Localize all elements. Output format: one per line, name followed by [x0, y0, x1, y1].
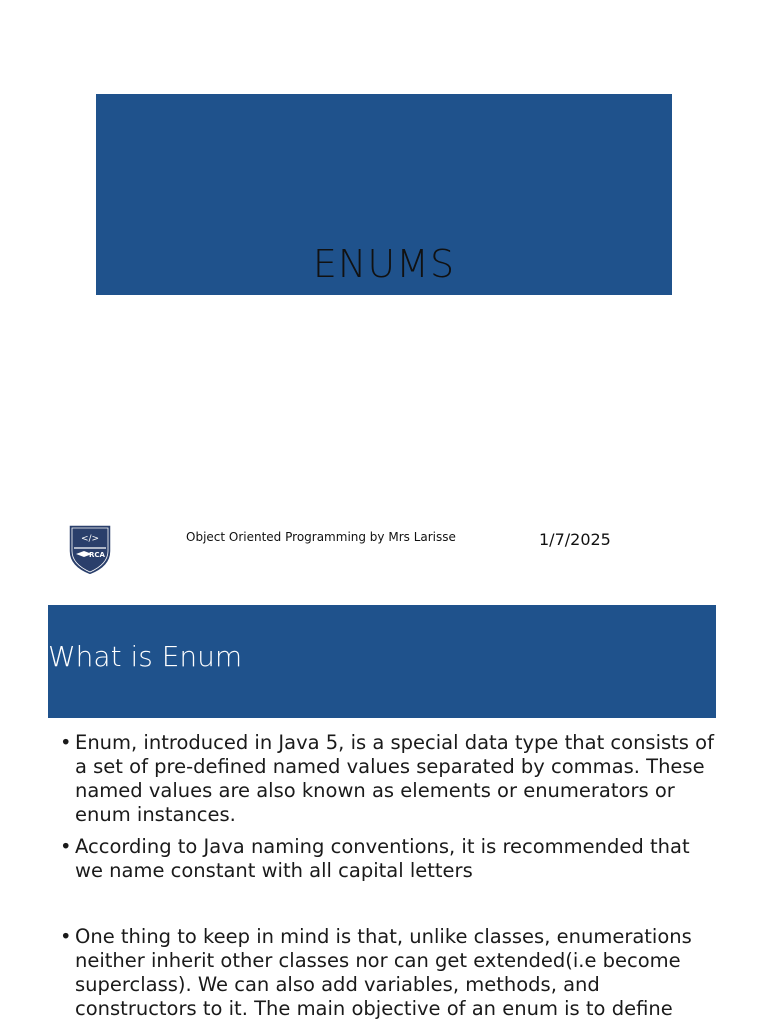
- footer-course-text: Object Oriented Programming by Mrs Larisse: [186, 530, 456, 544]
- bullet-list: [60, 731, 720, 1021]
- bullet-item: • One thing to keep in mind is that, unlike classes, enumerations neither inherit other classes nor can get extended(i.e become superclass). We can also add variables, methods, and constructors to it. The main objective of an enum is to define: [60, 925, 720, 1021]
- svg-text:</>: </>: [80, 534, 100, 544]
- bullet-item: • Enum, introduced in Java 5, is a special data type that consists of a set of pre-defined named values separated by commas. These named values are also known as elements or enumerators or enum instances.: [60, 731, 720, 827]
- slide-title: ENUMS: [312, 242, 456, 286]
- bullet-item: • According to Java naming conventions, it is recommended that we name constant with all capital letters: [60, 835, 720, 883]
- logo-text: RCA: [89, 551, 105, 559]
- rca-logo-icon: [66, 521, 114, 577]
- section-title: What is Enum: [48, 640, 243, 673]
- footer-date: 1/7/2025: [539, 530, 611, 549]
